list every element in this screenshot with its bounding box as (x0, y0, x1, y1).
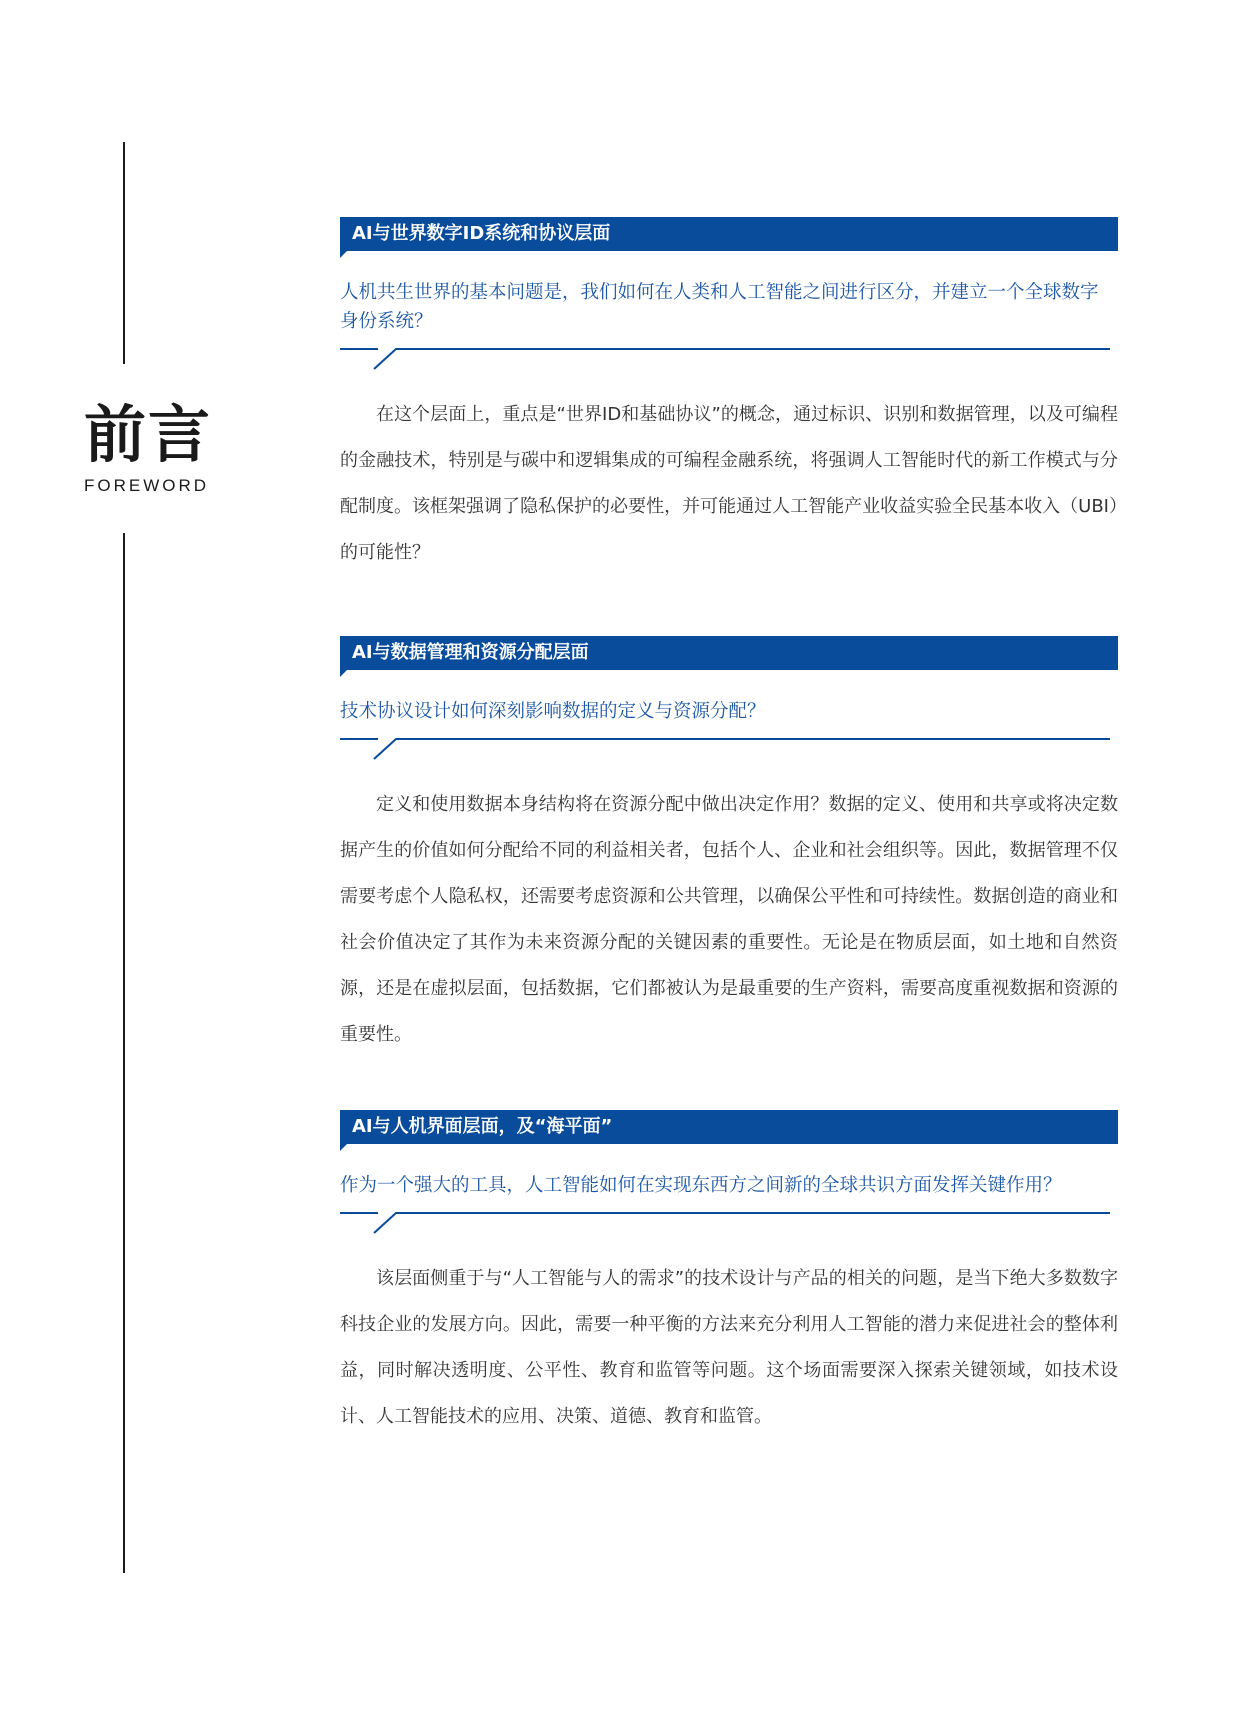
section-question: 人机共生世界的基本问题是，我们如何在人类和人工智能之间进行区分，并建立一个全球数字身份系统？ (340, 282, 1099, 332)
section-heading: AI与人机界面层面，及“海平面” (340, 1110, 1118, 1144)
section-data-management (340, 636, 1118, 1058)
page-title-main: 前言 (84, 398, 213, 471)
section-question: 技术协议设计如何深刻影响数据的定义与资源分配？ (340, 701, 766, 722)
section-heading: AI与世界数字ID系统和协议层面 (340, 217, 1118, 251)
section-human-machine-interface (340, 1110, 1118, 1440)
section-heading: AI与数据管理和资源分配层面 (340, 636, 1118, 670)
section-divider (340, 348, 1118, 372)
left-vertical-rule-bottom (123, 533, 125, 1573)
section-digital-id (340, 217, 1118, 576)
left-vertical-rule-top (123, 142, 125, 364)
section-divider (340, 1212, 1118, 1236)
section-divider (340, 738, 1118, 762)
section-body: 定义和使用数据本身结构将在资源分配中做出决定作用？数据的定义、使用和共享或将决定数据产生的价值如何分配给不同的利益相关者，包括个人、企业和社会组织等。因此，数据管理不仅需要考虑个人隐私权，还需要考虑资源和公共管理，以确保公平性和可持续性。数据创造的商业和社会价值决定了其作为未来资源分配的关键因素的重要性。无论是在物质层面，如土地和自然资源，还是在虚拟层面，包括数据，它们都被认为是最重要的生产资料，需要高度重视数据和资源的重要性。 (340, 794, 1118, 1045)
section-body: 在这个层面上，重点是“世界ID和基础协议”的概念，通过标识、识别和数据管理，以及可编程的金融技术，特别是与碳中和逻辑集成的可编程金融系统，将强调人工智能时代的新工作模式与分配制度。该框架强调了隐私保护的必要性，并可能通过人工智能产业收益实验全民基本收入（UBI）的可能性？ (340, 404, 1118, 563)
page-title (84, 400, 224, 496)
section-body: 该层面侧重于与“人工智能与人的需求”的技术设计与产品的相关的问题，是当下绝大多数数字科技企业的发展方向。因此，需要一种平衡的方法来充分利用人工智能的潜力来促进社会的整体利益，同时解决透明度、公平性、教育和监管等问题。这个场面需要深入探索关键领域，如技术设计、人工智能技术的应用、决策、道德、教育和监管。 (340, 1268, 1118, 1427)
page-title-sub: FOREWORD (84, 476, 210, 495)
section-question: 作为一个强大的工具，人工智能如何在实现东西方之间新的全球共识方面发挥关键作用？ (340, 1175, 1062, 1196)
